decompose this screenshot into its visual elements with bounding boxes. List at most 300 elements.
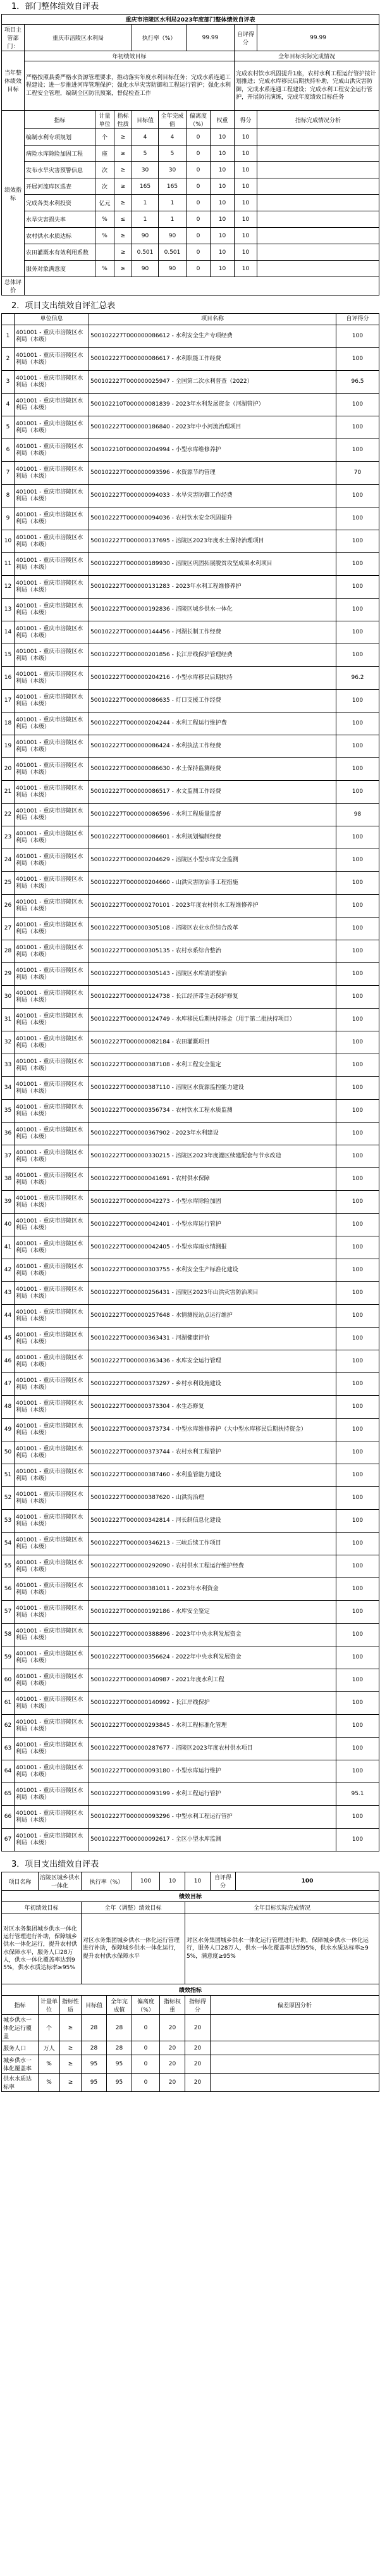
table-row <box>2 826 379 849</box>
self-score: 100 <box>336 1692 379 1715</box>
table-row <box>2 416 379 439</box>
indicator-target: 1 <box>132 195 159 211</box>
project-name: 500102227T000000293845 - 水利工程标准化管理 <box>89 1715 336 1738</box>
row-number: 3 <box>2 371 15 394</box>
actual-header: 全年目标实际完成情况 <box>235 51 379 61</box>
indicator-weight: 10 <box>211 244 235 261</box>
self-score: 100 <box>336 1806 379 1829</box>
unit-info: 401001 - 重庆市涪陵区水利局（本级） <box>15 1214 89 1236</box>
indicator-actual: 90 <box>159 228 187 244</box>
table-row <box>2 918 379 940</box>
indicator-actual: 165 <box>159 178 187 195</box>
col-indicator: 指标 <box>2 1996 39 2015</box>
indicator-reason <box>257 162 379 178</box>
unit-info: 401001 - 重庆市涪陵区水利局（本级） <box>15 1601 89 1624</box>
self-score: 100 <box>336 1829 379 1851</box>
indicator-weight: 10 <box>211 146 235 162</box>
indicator-weight: 10 <box>211 129 235 146</box>
indicator-reason <box>257 228 379 244</box>
row-number: 49 <box>2 1419 15 1441</box>
indicator-target: 30 <box>132 162 159 178</box>
indicator-score: 20 <box>185 2015 211 2041</box>
indicator-score: 10 <box>235 146 257 162</box>
unit-info: 401001 - 重庆市涪陵区水利局（本级） <box>15 416 89 439</box>
indicator-reason <box>257 178 379 195</box>
project-name: 500102227T000000388896 - 2023年中央水利发展资金 <box>89 1624 336 1646</box>
self-score: 100 <box>336 1282 379 1305</box>
row-number: 28 <box>2 940 15 963</box>
table-row <box>2 735 379 758</box>
indicator-reason <box>257 211 379 228</box>
project-name: 500102227T000000086635 - 灯口支援工作经费 <box>89 690 336 712</box>
table-row <box>2 1555 379 1578</box>
project-name: 500102227T000000093296 - 中型水利工程运行管护 <box>89 1806 336 1829</box>
unit-info: 401001 - 重庆市涪陵区水利局（本级） <box>15 644 89 667</box>
unit-info: 401001 - 重庆市涪陵区水利局（本级） <box>15 872 89 895</box>
project-name: 500102227T000000086517 - 水文监测工作经费 <box>89 781 336 804</box>
indicator-score: 10 <box>235 195 257 211</box>
adjusted-goal-header: 全年（调整）绩效目标 <box>82 1902 185 1913</box>
indicator-dev: 0 <box>132 2055 160 2074</box>
indicator-name: 病险水库除险加固工程 <box>25 146 95 162</box>
indicator-score: 10 <box>235 261 257 277</box>
self-score: 100 <box>336 872 379 895</box>
indicator-name: 供水水质达标率 <box>2 2074 39 2092</box>
unit-info: 401001 - 重庆市涪陵区水利局（本级） <box>15 1783 89 1806</box>
indicator-score: 10 <box>235 244 257 261</box>
table-row <box>2 129 379 146</box>
unit-info: 401001 - 重庆市涪陵区水利局（本级） <box>15 1145 89 1168</box>
indicator-dev: 0 <box>187 129 211 146</box>
project-name: 500102227T000000042405 - 小型水库雨水情测报 <box>89 1236 336 1259</box>
project-name: 500102227T000000367902 - 2023年水利建设 <box>89 1123 336 1145</box>
unit-info: 401001 - 重庆市涪陵区水利局（本级） <box>15 1031 89 1054</box>
self-score: 100 <box>336 1100 379 1123</box>
self-score: 100 <box>336 1601 379 1624</box>
table-row <box>2 244 379 261</box>
project-name: 500102227T000000192186 - 水库安全鉴定 <box>89 1601 336 1624</box>
indicator-actual: 28 <box>107 2041 132 2055</box>
project-name: 500102227T000000257648 - 水情测报站点运行维护 <box>89 1305 336 1328</box>
indicator-name: 农田灌溉水有效利用系数 <box>25 244 95 261</box>
unit-info: 401001 - 重庆市涪陵区水利局（本级） <box>15 1487 89 1510</box>
project-name: 500102227T000000124749 - 水库移民后期扶持基金（用于第二批扶持项目） <box>89 1009 336 1031</box>
project-name: 500102227T000000131283 - 2023年水利工程维修养护 <box>89 576 336 599</box>
self-score: 100 <box>336 826 379 849</box>
table-row <box>2 1624 379 1646</box>
dept-name-value: 重庆市涪陵区水利局 <box>25 25 132 51</box>
table-row <box>2 162 379 178</box>
project-name: 500102227T000000025947 - 全国第二次水利普查（2022） <box>89 371 336 394</box>
row-number: 19 <box>2 735 15 758</box>
table-row <box>2 1236 379 1259</box>
adjusted-goal-text: 对区水务集团城乡供水一体化运行管理进行补助，保障城乡供水一体化运行，提升农村供水保障水平 <box>82 1913 185 1984</box>
unit-info: 401001 - 重庆市涪陵区水利局（本级） <box>15 1533 89 1555</box>
project-name: 500102227T000000041691 - 农村供水保障 <box>89 1168 336 1191</box>
indicator-unit: 次 <box>95 162 114 178</box>
row-number: 13 <box>2 599 15 621</box>
project-name: 500102227T000000305143 - 涪陵区水库清淤整治 <box>89 963 336 986</box>
indicator-score: 20 <box>185 2041 211 2055</box>
unit-info: 401001 - 重庆市涪陵区水利局（本级） <box>15 553 89 576</box>
project-name: 500102227T000000342814 - 河长制信息化建设 <box>89 1510 336 1533</box>
row-number: 32 <box>2 1031 15 1054</box>
project-name: 500102227T000000144456 - 河湖长制工作经费 <box>89 621 336 644</box>
indicator-dev: 0 <box>187 228 211 244</box>
indicator-target: 28 <box>82 2041 107 2055</box>
indicator-score: 10 <box>235 211 257 228</box>
project-name: 500102227T000000189930 - 涪陵区巩固拓展脱贫攻坚成果水利项目 <box>89 553 336 576</box>
row-number: 17 <box>2 690 15 712</box>
project-name: 500102227T000000387620 - 山洪沟治理 <box>89 1487 336 1510</box>
table-row <box>2 485 379 507</box>
indicator-op: ≥ <box>114 146 132 162</box>
self-score: 100 <box>336 1464 379 1487</box>
row-number: 15 <box>2 644 15 667</box>
table-row <box>2 178 379 195</box>
self-score: 100 <box>336 439 379 462</box>
table-row <box>2 940 379 963</box>
project-name: 500102227T000000204660 - 山洪灾害防治非工程措施 <box>89 872 336 895</box>
table-row <box>2 1715 379 1738</box>
table-row <box>2 507 379 530</box>
weight-label: 10 <box>160 1872 185 1891</box>
project-name: 500102227T000000086617 - 水利职能工作经费 <box>89 348 336 371</box>
table-row <box>2 553 379 576</box>
project-name: 500102227T000000094033 - 水旱灾害防御工作经费 <box>89 485 336 507</box>
table-row <box>2 1646 379 1669</box>
unit-info: 401001 - 重庆市涪陵区水利局（本级） <box>15 1236 89 1259</box>
indicator-target: 5 <box>132 146 159 162</box>
unit-info: 401001 - 重庆市涪陵区水利局（本级） <box>15 1624 89 1646</box>
weight-value: 10 <box>185 1872 211 1891</box>
project-name: 500102227T000000086630 - 水土保持监测经费 <box>89 758 336 781</box>
self-score: 100 <box>336 394 379 416</box>
row-number: 35 <box>2 1100 15 1123</box>
indicator-reason <box>257 244 379 261</box>
indicator-target: 28 <box>82 2015 107 2041</box>
indicator-target: 165 <box>132 178 159 195</box>
table-row <box>2 1077 379 1100</box>
self-score: 100 <box>336 918 379 940</box>
indicator-unit: % <box>39 2074 60 2092</box>
project-name: 500102227T000000256431 - 涪陵区2023年山洪灾害防治项目 <box>89 1282 336 1305</box>
indicator-actual: 1 <box>159 195 187 211</box>
col-project-name: 项目名称 <box>89 314 336 325</box>
table-row <box>2 2041 379 2055</box>
table-row <box>2 1464 379 1487</box>
project-name: 500102227T000000303755 - 水利安全生产标准化建设 <box>89 1259 336 1282</box>
self-score: 100 <box>336 1533 379 1555</box>
self-score: 100 <box>336 1669 379 1692</box>
table-row <box>2 1669 379 1692</box>
project-name: 500102227T000000086601 - 水利规划编制经费 <box>89 826 336 849</box>
col-dev: 偏离度（%） <box>132 1996 160 2015</box>
self-score: 100 <box>336 1123 379 1145</box>
table-row <box>2 1282 379 1305</box>
table-row <box>2 1760 379 1783</box>
row-number: 27 <box>2 918 15 940</box>
indicator-dev: 0 <box>187 162 211 178</box>
project-name: 500102227T000000270101 - 2023年度农村供水工程维修养护 <box>89 895 336 918</box>
row-number: 12 <box>2 576 15 599</box>
self-score: 100 <box>336 1191 379 1214</box>
unit-info: 401001 - 重庆市涪陵区水利局（本级） <box>15 1100 89 1123</box>
table-row <box>2 1373 379 1396</box>
col-target: 目标值 <box>82 1996 107 2015</box>
indicator-name: 服务对象满意度 <box>25 261 95 277</box>
unit-info: 401001 - 重庆市涪陵区水利局（本级） <box>15 394 89 416</box>
goal-group-label: 当年整体绩效目标 <box>2 51 25 111</box>
table-row <box>2 1692 379 1715</box>
unit-info: 401001 - 重庆市涪陵区水利局（本级） <box>15 1715 89 1738</box>
project-name: 500102227T000000092617 - 全区小型水库监测 <box>89 1829 336 1851</box>
table-row <box>2 1054 379 1077</box>
table-row <box>2 1145 379 1168</box>
project-name: 500102227T000000082184 - 农田灌溉项目 <box>89 1031 336 1054</box>
perf-goal-header: 绩效目标 <box>2 1891 379 1902</box>
project-name: 500102227T000000387110 - 涪陵区水资源监控能力建设 <box>89 1077 336 1100</box>
self-score: 100 <box>336 1259 379 1282</box>
row-number: 23 <box>2 826 15 849</box>
indicator-target: 95 <box>82 2074 107 2092</box>
project-name-value: 涪陵区城乡供水一体化 <box>39 1872 82 1891</box>
project-name: 500102227T000000093596 - 水资源节约管理 <box>89 462 336 485</box>
table-row <box>2 228 379 244</box>
indicator-op: ≥ <box>114 162 132 178</box>
row-number: 22 <box>2 804 15 826</box>
actual-header: 全年目标实际完成情况 <box>185 1902 379 1913</box>
indicator-reason <box>257 146 379 162</box>
indicator-unit: % <box>95 261 114 277</box>
indicator-target: 90 <box>132 261 159 277</box>
row-number: 42 <box>2 1259 15 1282</box>
col-indicator: 指标 <box>25 111 95 129</box>
table-row <box>2 576 379 599</box>
indicator-target: 90 <box>132 228 159 244</box>
table-row <box>2 644 379 667</box>
indicator-weight: 20 <box>160 2074 185 2092</box>
indicator-name: 编制水利专项规划 <box>25 129 95 146</box>
col-unit: 计量单位 <box>95 111 114 129</box>
project-name: 500102227T000000204629 - 涪陵区小型水库安全监测 <box>89 849 336 872</box>
row-number: 58 <box>2 1624 15 1646</box>
col-weight: 权重 <box>211 111 235 129</box>
project-name: 500102227T000000356734 - 农村饮水工程水质监测 <box>89 1100 336 1123</box>
project-name: 500102227T000000287677 - 涪陵区2023年度农村供水项目 <box>89 1738 336 1760</box>
project-name: 500102227T000000346213 - 三峡后续工作项目 <box>89 1533 336 1555</box>
unit-info: 401001 - 重庆市涪陵区水利局（本级） <box>15 1328 89 1350</box>
col-unit-info: 单位信息 <box>15 314 89 325</box>
table-row <box>2 758 379 781</box>
unit-info: 401001 - 重庆市涪陵区水利局（本级） <box>15 1054 89 1077</box>
indicator-dev: 0 <box>132 2074 160 2092</box>
self-score: 100 <box>336 530 379 553</box>
self-score: 100 <box>336 1624 379 1646</box>
project-name: 500102227T000000086424 - 水利执法工作经费 <box>89 735 336 758</box>
row-number: 53 <box>2 1510 15 1533</box>
row-number: 5 <box>2 416 15 439</box>
indicator-op: ≥ <box>114 195 132 211</box>
self-score: 100 <box>336 1738 379 1760</box>
table-row <box>2 1350 379 1373</box>
indicator-actual: 5 <box>159 146 187 162</box>
table-row <box>2 1783 379 1806</box>
indicator-op: ≥ <box>60 2015 82 2041</box>
unit-info: 401001 - 重庆市涪陵区水利局（本级） <box>15 735 89 758</box>
unit-info: 401001 - 重庆市涪陵区水利局（本级） <box>15 1396 89 1419</box>
row-number: 24 <box>2 849 15 872</box>
table-row <box>2 530 379 553</box>
table-row <box>2 1806 379 1829</box>
table-row <box>2 195 379 211</box>
col-deviation: 偏离度（%） <box>187 111 211 129</box>
indicator-unit: % <box>95 228 114 244</box>
self-score: 100 <box>336 986 379 1009</box>
self-score: 100 <box>336 849 379 872</box>
unit-info: 401001 - 重庆市涪陵区水利局（本级） <box>15 462 89 485</box>
col-no <box>2 314 15 325</box>
section1-heading: 1．部门整体绩效自评表 <box>11 2 99 11</box>
actual-text: 对区水务集团城乡供水一体化运行管理进行补助，保障城乡供水一体化运行，服务人口28万人，供水一体化覆盖率达到95%，供水水质达标率≥95%，满意度≥95% <box>185 1913 379 1984</box>
table-row <box>2 1009 379 1031</box>
row-number: 40 <box>2 1214 15 1236</box>
row-number: 45 <box>2 1328 15 1350</box>
self-score: 100 <box>336 940 379 963</box>
row-number: 65 <box>2 1783 15 1806</box>
project-name: 500102227T000000140987 - 2021年度水利工程 <box>89 1669 336 1692</box>
self-score: 100 <box>336 963 379 986</box>
indicator-unit: 座 <box>95 146 114 162</box>
unit-info: 401001 - 重庆市涪陵区水利局（本级） <box>15 1555 89 1578</box>
project-summary-table <box>1 313 379 1851</box>
row-number: 62 <box>2 1715 15 1738</box>
row-number: 11 <box>2 553 15 576</box>
row-number: 37 <box>2 1145 15 1168</box>
indicator-actual: 90 <box>159 261 187 277</box>
indicator-target: 4 <box>132 129 159 146</box>
unit-info: 401001 - 重庆市涪陵区水利局（本级） <box>15 667 89 690</box>
table-row <box>2 963 379 986</box>
unit-info: 401001 - 重庆市涪陵区水利局（本级） <box>15 712 89 735</box>
self-score: 100 <box>336 1236 379 1259</box>
annual-goal-header: 年初绩效目标 <box>25 51 235 61</box>
indicator-name: 城乡供水一体化运行覆盖 <box>2 2015 39 2041</box>
table-row <box>2 348 379 371</box>
self-score-value: 100 <box>236 1872 379 1891</box>
indicator-op: ≥ <box>114 129 132 146</box>
table-row <box>2 371 379 394</box>
project-name: 500102227T000000305108 - 涪陵区农业水价综合改革 <box>89 918 336 940</box>
project-name: 500102227T000000292090 - 农村供水工程运行维护经费 <box>89 1555 336 1578</box>
indicator-unit: 次 <box>95 178 114 195</box>
indicator-reason <box>211 2041 379 2055</box>
table-row <box>2 712 379 735</box>
exec-rate-value: 99.99 <box>187 25 235 51</box>
row-number: 39 <box>2 1191 15 1214</box>
indicator-weight: 10 <box>211 162 235 178</box>
self-score: 100 <box>336 1646 379 1669</box>
unit-info: 401001 - 重庆市涪陵区水利局（本级） <box>15 1282 89 1305</box>
indicator-unit: 万人 <box>39 2041 60 2055</box>
col-unit: 计量单位 <box>39 1996 60 2015</box>
unit-info: 401001 - 重庆市涪陵区水利局（本级） <box>15 918 89 940</box>
unit-info: 401001 - 重庆市涪陵区水利局（本级） <box>15 1829 89 1851</box>
self-score: 100 <box>336 1350 379 1373</box>
table-row <box>2 621 379 644</box>
indicator-score: 20 <box>185 2055 211 2074</box>
col-score: 指标得分 <box>185 1996 211 2015</box>
self-score: 100 <box>336 1168 379 1191</box>
table-row <box>2 895 379 918</box>
project-name: 500102227T000000137695 - 涪陵区2023年度水土保持治理项目 <box>89 530 336 553</box>
indicator-dev: 0 <box>187 146 211 162</box>
unit-info: 401001 - 重庆市涪陵区水利局（本级） <box>15 781 89 804</box>
row-number: 34 <box>2 1077 15 1100</box>
total-eval-value <box>25 277 379 296</box>
row-number: 18 <box>2 712 15 735</box>
indicator-name: 城乡供水一体化覆盖率 <box>2 2055 39 2074</box>
self-score: 100 <box>336 644 379 667</box>
indicator-weight: 10 <box>211 195 235 211</box>
unit-info: 401001 - 重庆市涪陵区水利局（本级） <box>15 599 89 621</box>
row-number: 48 <box>2 1396 15 1419</box>
table-row <box>2 1510 379 1533</box>
row-number: 59 <box>2 1646 15 1669</box>
unit-info: 401001 - 重庆市涪陵区水利局（本级） <box>15 849 89 872</box>
col-weight: 指标权重 <box>160 1996 185 2015</box>
project-name: 500102227T000000042401 - 小型水库运行管护 <box>89 1214 336 1236</box>
unit-info: 401001 - 重庆市涪陵区水利局（本级） <box>15 507 89 530</box>
annual-goal-text: 严格按照县委严格水资源管理要求，推动落实年度水利目标任务；完成水系连通工程建设；进一步推进河库管理保护；强化水旱灾害防御和工程运行管护；强化水利工程安全管理，编制全区防汛预案，督促检查工作 <box>25 61 235 111</box>
row-number: 56 <box>2 1578 15 1601</box>
indicator-unit <box>95 244 114 261</box>
unit-info: 401001 - 重庆市涪陵区水利局（本级） <box>15 986 89 1009</box>
project-name: 500102227T000000094036 - 农村饮水安全巩固提升 <box>89 507 336 530</box>
unit-info: 401001 - 重庆市涪陵区水利局（本级） <box>15 895 89 918</box>
table-row <box>2 2074 379 2092</box>
table-row <box>2 1191 379 1214</box>
self-score: 100 <box>336 781 379 804</box>
row-number: 47 <box>2 1373 15 1396</box>
table-row <box>2 2015 379 2041</box>
unit-info: 401001 - 重庆市涪陵区水利局（本级） <box>15 758 89 781</box>
self-score: 100 <box>336 690 379 712</box>
project-name: 500102227T000000201856 - 长江岸线保护管理经费 <box>89 644 336 667</box>
row-number: 8 <box>2 485 15 507</box>
self-score: 100 <box>336 1328 379 1350</box>
self-score: 100 <box>336 1145 379 1168</box>
self-score: 100 <box>336 1396 379 1419</box>
table-row <box>2 804 379 826</box>
indicator-op: ≥ <box>60 2055 82 2074</box>
project-name-label: 项目名称 <box>2 1872 39 1891</box>
row-number: 50 <box>2 1441 15 1464</box>
project-performance-table <box>1 1872 379 2092</box>
row-number: 1 <box>2 325 15 348</box>
exec-rate-label: 执行率（%） <box>82 1872 132 1891</box>
indicator-name: 水旱灾害损失率 <box>25 211 95 228</box>
self-score-label: 自评得分 <box>235 25 257 51</box>
row-number: 41 <box>2 1236 15 1259</box>
unit-info: 401001 - 重庆市涪陵区水利局（本级） <box>15 485 89 507</box>
indicator-dev: 0 <box>187 261 211 277</box>
indicator-weight: 10 <box>211 211 235 228</box>
table-row <box>2 1419 379 1441</box>
self-score: 100 <box>336 1054 379 1077</box>
project-name: 500102227T000000186840 - 2023年中小河流治理项目 <box>89 416 336 439</box>
table-row <box>2 462 379 485</box>
